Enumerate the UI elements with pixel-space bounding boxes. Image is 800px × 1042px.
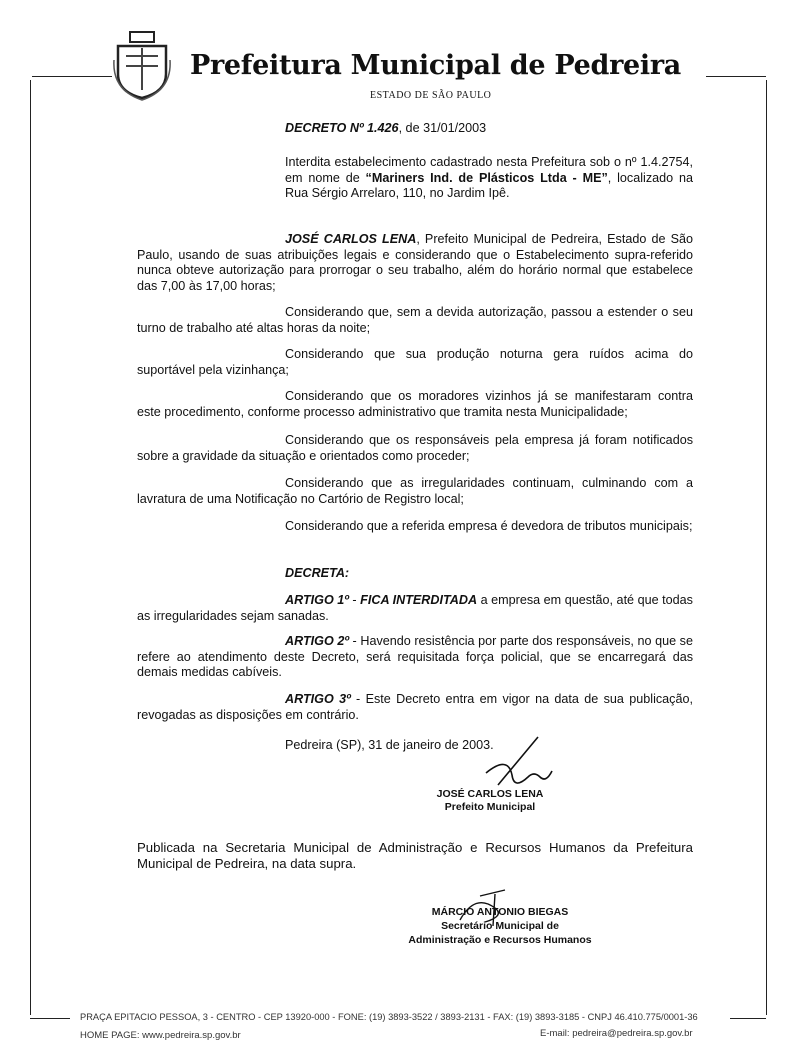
border-right	[766, 80, 767, 1015]
decree-summary: Interdita estabelecimento cadastrado nesta Prefeitura sob o nº 1.4.2754, em nome de “Mariners Ind. de Plásticos Ltda - ME”, localizado na Rua Sérgio Arrelaro, 110, no Jardim Ipê.	[285, 155, 693, 200]
intro-paragraph: JOSÉ CARLOS LENA, Prefeito Municipal de Pedreira, Estado de São Paulo, usando de suas atribuições legais e considerando que o Estabelecimento supra-referido nunca obteve autorização para prorrogar o seu trabalho, além do horário normal que estabelece das 7,00 às 17,00 horas;	[137, 232, 693, 293]
header-title: Prefeitura Municipal de Pedreira	[190, 50, 681, 81]
considerando-6: Considerando que a referida empresa é devedora de tributos municipais;	[285, 519, 693, 533]
considerando-5: Considerando que as irregularidades continuam, culminando com a lavratura de uma Notificação no Cartório de Registro local;	[137, 476, 693, 506]
footer-rule-left	[30, 1018, 70, 1019]
article-3: ARTIGO 3º - Este Decreto entra em vigor na data de sua publicação, revogadas as disposições em contrário.	[137, 692, 693, 722]
header-rule-right	[706, 76, 766, 77]
article-1: ARTIGO 1º - FICA INTERDITADA a empresa em questão, até que todas as irregularidades sejam sanadas.	[137, 593, 693, 623]
handwritten-signature-1	[478, 735, 558, 795]
footer-homepage: HOME PAGE: www.pedreira.sp.gov.br	[80, 1030, 241, 1041]
municipal-crest-icon	[112, 30, 172, 102]
border-left	[30, 80, 31, 1015]
signature2-role-2: Administração e Recursos Humanos	[408, 934, 592, 946]
considerando-4: Considerando que os responsáveis pela empresa já foram notificados sobre a gravidade da situação e orientados como proceder;	[137, 433, 693, 463]
signature1-role: Prefeito Municipal	[444, 801, 536, 813]
footer-address: PRAÇA EPITACIO PESSOA, 3 - CENTRO - CEP 13920-000 - FONE: (19) 3893-3522 / 3893-2131 - FAX: (19) 3893-3185 - CNPJ 46.410.775/0001-36	[80, 1012, 698, 1022]
footer-rule-right	[730, 1018, 766, 1019]
signature2-role-1: Secretário Municipal de	[441, 920, 559, 932]
considerando-1: Considerando que, sem a devida autorização, passou a estender o seu turno de trabalho até altas horas da noite;	[137, 305, 693, 335]
considerando-3: Considerando que os moradores vizinhos já se manifestaram contra este procedimento, conforme processo administrativo que tramita nesta Municipalidade;	[137, 389, 693, 419]
header-rule-left	[32, 76, 112, 77]
decree-heading: DECRETO Nº 1.426, de 31/01/2003	[285, 121, 487, 135]
place-date: Pedreira (SP), 31 de janeiro de 2003.	[285, 738, 494, 752]
footer-email: E-mail: pedreira@pedreira.sp.gov.br	[540, 1028, 693, 1039]
publication-note: Publicada na Secretaria Municipal de Administração e Recursos Humanos da Prefeitura Municipal de Pedreira, na data supra.	[137, 840, 693, 871]
header-subtitle: ESTADO DE SÃO PAULO	[370, 90, 492, 101]
signature1-name: JOSÉ CARLOS LENA	[436, 788, 544, 800]
considerando-2: Considerando que sua produção noturna gera ruídos acima do suportável pela vizinhança;	[137, 347, 693, 377]
decreta-heading: DECRETA:	[285, 566, 350, 580]
signature2-name: MÁRCIO ANTONIO BIEGAS	[431, 906, 569, 918]
article-2: ARTIGO 2º - Havendo resistência por parte dos responsáveis, no que se refere ao atendimento deste Decreto, será requisitada força policial, que se encarregará das demais medidas cabíveis.	[137, 634, 693, 679]
